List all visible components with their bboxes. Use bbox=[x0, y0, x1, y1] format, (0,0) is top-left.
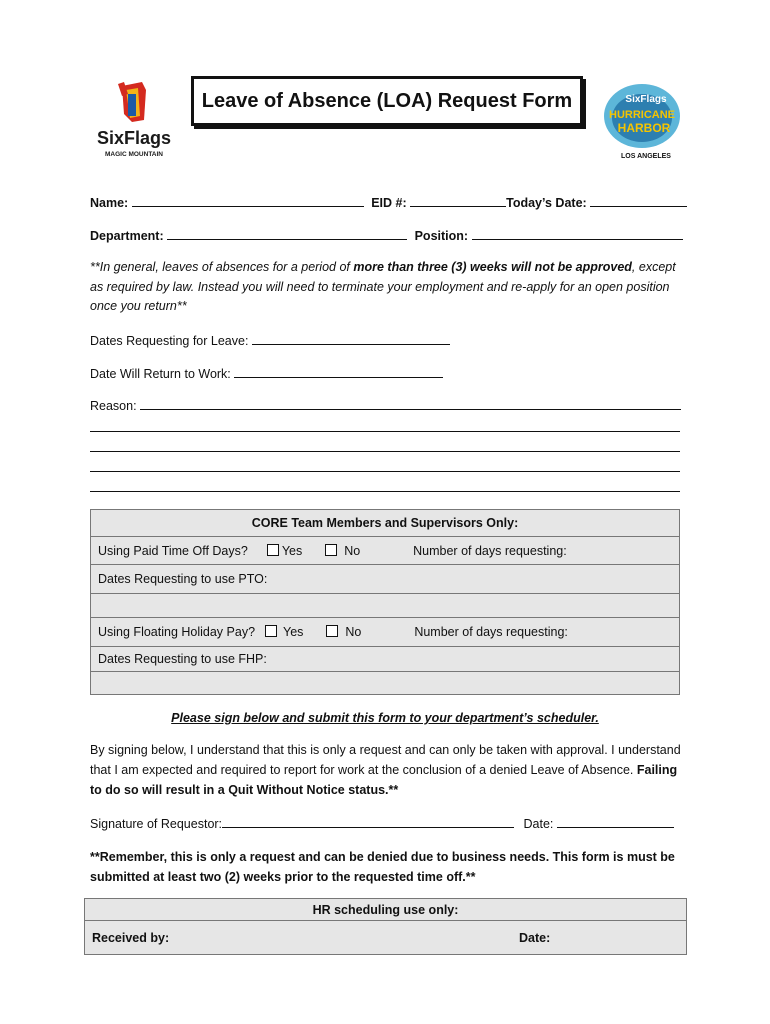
sixflags-hurricane-harbor-logo bbox=[600, 78, 686, 162]
reason-field[interactable] bbox=[140, 397, 681, 410]
signature-row: Signature of Requestor: Date: bbox=[90, 815, 674, 831]
dates-requesting-field[interactable] bbox=[252, 332, 450, 345]
svg-text:HURRICANE: HURRICANE bbox=[609, 109, 675, 121]
department-row: Department: Position: bbox=[90, 227, 683, 243]
reason-line[interactable] bbox=[90, 451, 680, 452]
fhp-dates-row: Dates Requesting to use FHP: bbox=[91, 647, 680, 672]
position-field[interactable] bbox=[472, 227, 683, 240]
name-row: Name: EID #: Today’s Date: bbox=[90, 194, 687, 210]
svg-text:SixFlags: SixFlags bbox=[96, 128, 172, 148]
hr-scheduling-table bbox=[84, 898, 687, 955]
submit-instruction: Please sign below and submit this form to your department’s scheduler. bbox=[171, 711, 599, 725]
pto-dates-row: Dates Requesting to use PTO: bbox=[91, 565, 680, 594]
core-heading: CORE Team Members and Supervisors Only: bbox=[91, 510, 680, 537]
svg-text:HARBOR: HARBOR bbox=[617, 121, 671, 135]
hr-heading: HR scheduling use only: bbox=[85, 899, 687, 921]
todays-date-field[interactable] bbox=[590, 194, 687, 207]
dates-requesting-row: Dates Requesting for Leave: bbox=[90, 332, 450, 348]
reason-line[interactable] bbox=[90, 431, 680, 432]
department-field[interactable] bbox=[167, 227, 407, 240]
agreement-paragraph: By signing below, I understand that this is only a request and can only be taken with approval. I understand that I am expected and required to report for work at the conclusion of a denied Leave of Absence. Failing to do so will result in a Quit Without Notice status.** bbox=[90, 743, 681, 797]
pto-dates-input[interactable] bbox=[91, 594, 680, 618]
fhp-dates-input[interactable] bbox=[91, 672, 680, 695]
form-title: Leave of Absence (LOA) Request Form bbox=[191, 76, 583, 126]
signature-field[interactable] bbox=[222, 815, 514, 828]
return-date-row: Date Will Return to Work: bbox=[90, 365, 443, 381]
fhp-yes-checkbox[interactable] bbox=[265, 625, 277, 637]
leave-policy-note: **In general, leaves of absences for a period of more than three (3) weeks will not be approved, except as required by law. Instead you will need to terminate your employment and re-apply for an open position once you return** bbox=[90, 260, 676, 313]
svg-text:LOS ANGELES: LOS ANGELES bbox=[621, 153, 671, 160]
core-team-table bbox=[90, 509, 680, 695]
fhp-no-checkbox[interactable] bbox=[326, 625, 338, 637]
pto-question-row: Using Paid Time Off Days? Yes No Number of days requesting: bbox=[91, 537, 680, 565]
return-date-field[interactable] bbox=[234, 365, 443, 378]
pto-yes-checkbox[interactable] bbox=[267, 544, 279, 556]
reason-line[interactable] bbox=[90, 471, 680, 472]
reminder-note: **Remember, this is only a request and can be denied due to business needs. This form is must be submitted at least two (2) weeks prior to the requested time off.** bbox=[90, 850, 675, 884]
eid-field[interactable] bbox=[410, 194, 506, 207]
signature-date-field[interactable] bbox=[557, 815, 674, 828]
reason-line[interactable] bbox=[90, 491, 680, 492]
reason-row: Reason: bbox=[90, 397, 681, 413]
svg-text:SixFlags: SixFlags bbox=[625, 94, 667, 105]
svg-text:MAGIC MOUNTAIN: MAGIC MOUNTAIN bbox=[104, 151, 164, 158]
pto-no-checkbox[interactable] bbox=[325, 544, 337, 556]
sixflags-magic-mountain-logo bbox=[88, 80, 180, 162]
fhp-question-row: Using Floating Holiday Pay? Yes No Number of days requesting: bbox=[91, 618, 680, 647]
hr-received-row: Received by: Date: bbox=[85, 921, 687, 955]
name-field[interactable] bbox=[132, 194, 364, 207]
